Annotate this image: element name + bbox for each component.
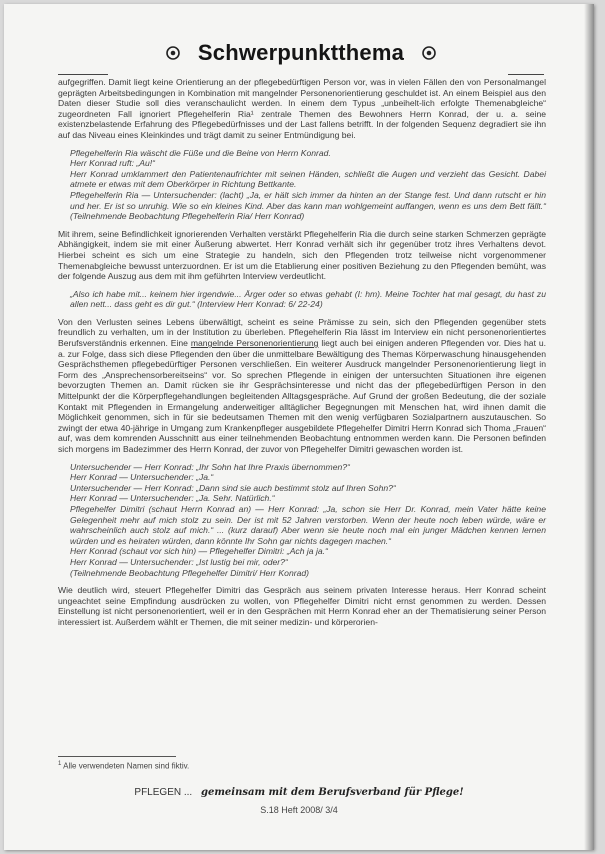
underlined-term: mangelnde Personenorientierung [190,338,319,349]
document-page [4,4,594,850]
quote-line: Untersuchender — Herr Konrad: „Ihr Sohn hat Ihre Praxis übernommen?“ [70,461,350,472]
quote-line: Pflegehelferin Ria — Untersuchender: (lacht) „Ja, er hält sich immer da hinten an der Stange fest. Und dann rutscht er hin und her. Er ist so unruhig. Wie so ein kleines Kind. Aber das kann man wohlgemeint auffangen, wenn es uns dem Bett fällt.“ (Teilnehmende Beobachtung Pflegehelferin Ria/ Herr Konrad) [70,189,546,222]
footnote-text: Alle verwendeten Namen sind fiktiv. [61,761,190,771]
quote-line: Herr Konrad — Untersuchender: „Ja. Sehr. Natürlich.“ [70,493,275,504]
quote-line: Herr Konrad ruft: „Au!“ [70,158,156,169]
circled-dot-icon [166,46,180,60]
circled-dot-icon [422,46,436,60]
paragraph: Mit ihrem, seine Befindlichkeit ignorierenden Verhalten verstärkt Pflegehelferin Ria die durch seine starken Schmerzen geprägte Abhängigkeit, indem sie mit einer Äußerung abwertet. Herr Konrad verhält sich ihr gegenüber trotz ihres Verhaltens devot. Hierbei scheint es sich um eine Strategie zu handeln, sich den Pflegenden trotz teilweise nicht vorgenommener Themenabgleiche bewusst unterzuordnen. Er ist um die Etablierung einer positiven Beziehung zu den Pflegenden bemüht, was der folgende Auszug aus dem mit ihm geführten Interview verdeutlicht. [58,228,546,282]
footer-brand: PFLEGEN ... [134,787,193,798]
footnote [58,761,189,771]
quote-line: Pflegehelfer Dimitri (schaut Herrn Konrad an) — Herr Konrad: „Ja, schon sie Herr Dr. Konrad, mein Vater hätte keine Gelegenheit mehr auf mich stolz zu sein. Der ist mit 52 Jahren verstorben. Wenn der heute noch leben würde, wäre er wahrscheinlich auch stolz auf mich.“ ... (kurz darauf) Aber wenn sie heute noch mal ein junger Mädchen kennen lernen würden und es heiraten würden, dann könnte Ihr Sohn gar nichts dagegen machen.“ [70,503,546,546]
footer-script-slogan: gemeinsam mit dem Berufsverband für Pflege! [200,787,464,798]
paragraph-text: Von den Verlusten seines Lebens überwältigt, scheint es seine Prämisse zu sein, sich den Pflegenden gegenüber stets freundlich zu verhalten, um in der Institution zu überleben. Pflegehelferin Ria lässt im Interview ein nicht personenorientiertes Berufsverständnis erkennen. Eine [58,316,546,349]
article-body [58,77,546,635]
header-rule [58,74,544,75]
page-number: S.18 Heft 2008/ 3/4 [260,805,338,815]
quote-line: Herr Konrad (schaut vor sich hin) — Pflegehelfer Dimitri: „Ach ja ja.“ [70,546,328,557]
footnote-number: 1 [58,761,62,767]
quote-line: Pflegehelferin Ria wäscht die Füße und die Beine von Herrn Konrad. [70,147,331,158]
quote-line: Untersuchender — Herr Konrad: „Dann sind sie auch bestimmt stolz auf Ihren Sohn?“ [70,482,396,493]
page-edge-shadow [584,4,594,850]
paragraph [58,317,546,455]
footnote-rule [58,756,176,757]
quote-line: „Also ich habe mit... keinem hier irgendwie... Ärger oder so etwas gehabt (I: hm). Meine Tochter hat mal gesagt, du hast zu allen nett... dass geht es dir gut.“ (Interview Herr Konrad: 6/ 22-24) [70,288,546,310]
paragraph: Wie deutlich wird, steuert Pflegehelfer Dimitri das Gespräch aus seinem privaten Interesse heraus. Herr Konrad scheint ungeachtet seine Empfindung ausdrücken zu wollen, von Pflegehelfer Dimitri nicht ernst genommen zu werden. Dessen Einstellung ist nicht personenorientiert, weil er in den Gesprächen mit Herrn Konrad eher an der Thematisierung seiner Person interessiert ist. Außerdem wählt er Themen, die mit seiner medizin- und körperorien- [58,585,546,627]
section-title: Schwerpunktthema [197,40,405,65]
observation-quote [70,148,546,222]
quote-line: Herr Konrad — Untersuchender: „Ja.“ [70,472,214,483]
paragraph-text: liegt auch bei einigen anderen Pflegenden vor. Dies hat u. a. zur Folge, dass sich diese Pflegenden den über die unmittelbare Bewältigung des Themas Körperwaschung hinausgehenden Gesprächsthemen pflegebedürftiger Personen verschließen. Ein weiterer Ausdruck mangelnder Personenorientierung liegt in Form des „Ansprechensorbereitseins“ vor. So sprechen Pflegende in einigen der untersuchten Situationen ihre eigenen bevorzugten Themen an. Damit rücken sie ihr Gesprächsinteresse und nicht das der pflegebedürftigen Person in den Mittelpunkt der die Körperpflegehandlungen begleitenden Alltagsgespräche. Auf Grund der großen Bedeutung, die der soziale Kontakt mit Pflegenden in Ermangelung anderweitiger alltäglicher Begegnungen mit Menschen hat, wird ihnen damit die Möglichkeit genommen, sich in für sie bedeutsamen Themen mit den wenig verfügbaren Sozialpartnern auszutauschen. So zwingt der etwa 40-jährige in Umgang zum Krankenpfleger ausgebildete Pflegehelfer Dimitri Herrn Konrad sich Thoma „Frauen“ auf, was dem komrenden Ausschnitt aus einer teilnehmenden Beobachtung entnommen werden kann. Die Personen befinden sich morgens im Badezimmer des Herrn Konrad, der zuvor von Pflegehelfer Dimitri gewaschen worden ist. [58,338,546,454]
quote-line: (Teilnehmende Beobachtung Pflegehelfer Dimitri/ Herr Konrad) [70,567,310,578]
paragraph: aufgegriffen. Damit liegt keine Orientierung an der pflegebedürftigen Person vor, was in vielen Fällen den von Personalmangel geprägten Arbeitsbedingungen in Kombination mit mangelnder Personenorientierung geschuldet ist. An einem Beispiel aus den Daten dieser Studie soll dies veranschaulicht werden. In einem dem Typus „unbeihelt-lich erfolgte Themenabgleiche“ zugeordneten Fall ignoriert Pflegehelferin Ria¹ zentrale Themen des Bewohners Herrn Konrad, der u. a. seine existenzbelastende Erfahrung des Pflegebedürfnisses und der Last fallens betrifft. In der folgenden Sequenz degradiert sie ihn auf das Niveau eines Kleinkindes und trägt damit zu seiner Entmündigung bei. [58,77,546,140]
dialogue-quote [70,462,546,579]
footer-slogan [4,787,594,798]
quote-line: Herr Konrad umklammert den Patientenaufrichter mit seinen Händen, schließt die Augen und verzieht das Gesicht. Dabei atmete er etwas mit dem Oberkörper in Richtung Bettkante. [70,168,546,190]
section-header [58,38,544,68]
quote-line: Herr Konrad — Untersuchender: „Ist lustig bei mir, oder?“ [70,556,288,567]
interview-quote [70,289,546,310]
